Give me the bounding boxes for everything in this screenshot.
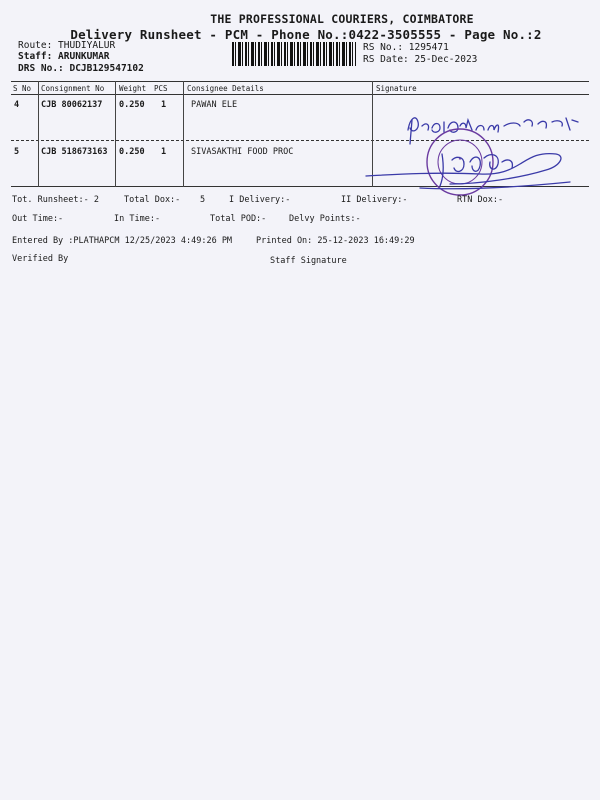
row-consignment: CJB 80062137 xyxy=(41,100,103,110)
handwritten-note xyxy=(408,118,578,144)
header-pcs: PCS xyxy=(154,84,168,93)
signature-stamp-overlay xyxy=(360,100,590,210)
signature-scrawl xyxy=(366,154,570,189)
header-signature: Signature xyxy=(376,84,417,93)
in-time: In Time:- xyxy=(114,214,161,224)
rtn-dox: RTN Dox:- xyxy=(457,195,504,205)
company-stamp xyxy=(427,129,493,195)
staff-label: Staff: ARUNKUMAR xyxy=(18,51,110,62)
row-consignee: SIVASAKTHI FOOD PROC xyxy=(191,147,294,157)
header-sno: S No xyxy=(13,84,32,93)
col-divider xyxy=(38,81,39,187)
row-sno: 4 xyxy=(14,100,20,110)
header-weight: Weight xyxy=(119,84,147,93)
header-consignee: Consignee Details xyxy=(187,84,264,93)
total-pod: Total POD:- xyxy=(210,214,267,224)
ii-delivery: II Delivery:- xyxy=(341,195,408,205)
drs-number: DRS No.: DCJB129547102 xyxy=(18,63,144,74)
verified-by: Verified By xyxy=(12,254,69,264)
staff-signature: Staff Signature xyxy=(270,256,347,266)
row-consignment: CJB 518673163 xyxy=(41,147,108,157)
total-dox-label: Total Dox:- xyxy=(124,195,181,205)
row-weight: 0.250 xyxy=(119,147,145,157)
col-divider xyxy=(115,81,116,187)
header-consignment: Consignment No xyxy=(41,84,105,93)
total-dox-value: 5 xyxy=(200,195,206,205)
svg-text:★: ★ xyxy=(457,156,463,162)
rs-number: RS No.: 1295471 xyxy=(363,42,449,53)
runsheet-subtitle: Delivery Runsheet - PCM - Phone No.:0422-3505555 - Page No.:2 xyxy=(70,27,542,42)
row-consignee: PAWAN ELE xyxy=(191,100,238,110)
barcode xyxy=(232,42,356,66)
table-header-border xyxy=(11,94,589,95)
col-divider xyxy=(183,81,184,187)
delvy-points: Delvy Points:- xyxy=(289,214,361,224)
i-delivery: I Delivery:- xyxy=(229,195,291,205)
route-label: Route: THUDIYALUR xyxy=(18,40,116,51)
row-pcs: 1 xyxy=(161,100,167,110)
rs-date: RS Date: 25-Dec-2023 xyxy=(363,54,478,65)
company-title: THE PROFESSIONAL COURIERS, COIMBATORE xyxy=(210,12,474,26)
row-sno: 5 xyxy=(14,147,20,157)
row-weight: 0.250 xyxy=(119,100,145,110)
total-runsheet: Tot. Runsheet:- 2 xyxy=(12,195,99,205)
row-pcs: 1 xyxy=(161,147,167,157)
table-top-border xyxy=(11,81,589,82)
printed-on: Printed On: 25-12-2023 16:49:29 xyxy=(256,236,415,246)
entered-by: Entered By :PLATHAPCM 12/25/2023 4:49:26 PM xyxy=(12,236,233,246)
out-time: Out Time:- xyxy=(12,214,64,224)
